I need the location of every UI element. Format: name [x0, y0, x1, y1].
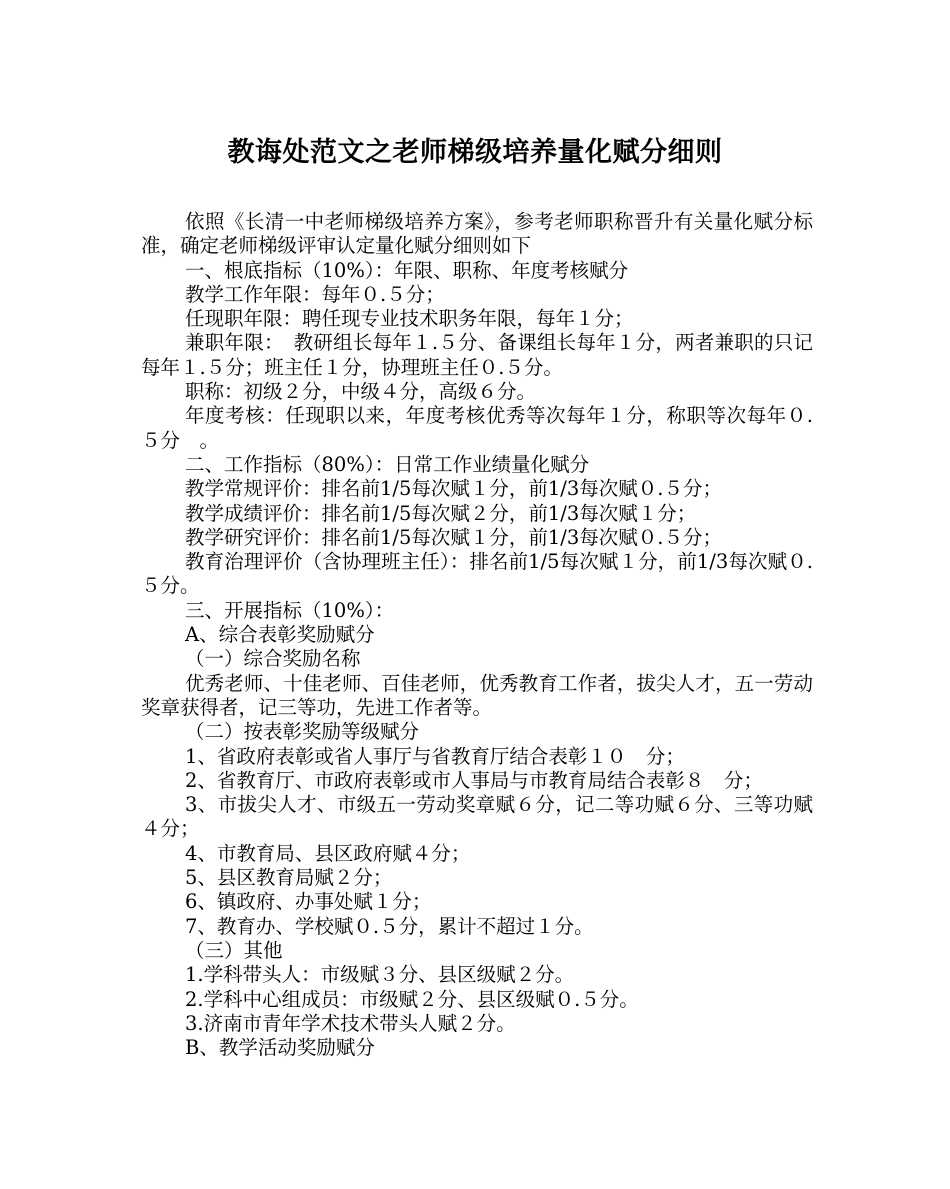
paragraph: 优秀老师、十佳老师、百佳老师，优秀教育工作者，拔尖人才，五一劳动奖章获得者，记三等功，先进工作者等。 [141, 671, 813, 719]
list-item: 2.学科中心组成员：市级赋２分、县区级赋０.５分。 [185, 987, 639, 1011]
section-heading: 二、工作指标（80%）：日常工作业绩量化赋分 [185, 452, 590, 476]
paragraph: 兼职年限： 教研组长每年１.５分、备课组长每年１分，两者兼职的只记每年１.５分；班主任１分，协理班主任０.５分。 [141, 331, 813, 379]
paragraph: 教学常规评价：排名前1/5每次赋１分，前1/3每次赋０.５分； [185, 477, 722, 501]
list-item: 3、市拔尖人才、市级五一劳动奖章赋６分，记二等功赋６分、三等功赋４分； [141, 793, 813, 841]
paragraph: 教育治理评价（含协理班主任）：排名前1/5每次赋１分，前1/3每次赋０.５分。 [141, 550, 813, 598]
list-item: 3.济南市青年学术技术带头人赋２分。 [185, 1011, 516, 1035]
paragraph: 年度考核：任现职以来，年度考核优秀等次每年１分，称职等次每年０.５分 。 [141, 404, 813, 452]
document-body [141, 210, 813, 1060]
subsection-heading: （二）按表彰奖励等级赋分 [185, 720, 420, 744]
paragraph: 任现职年限：聘任现专业技术职务年限，每年１分； [185, 307, 634, 331]
subsection-heading: （一）综合奖励名称 [185, 647, 361, 671]
subsection-heading: B、教学活动奖励赋分 [185, 1036, 375, 1060]
list-item: 7、教育办、学校赋０.５分，累计不超过１分。 [185, 914, 594, 938]
list-item: 6、镇政府、办事处赋１分； [185, 890, 432, 914]
paragraph: 职称：初级２分，中级４分，高级６分。 [185, 380, 537, 404]
list-item: 2、省教育厅、市政府表彰或市人事局与市教育局结合表彰８ 分； [185, 768, 763, 792]
paragraph: 教学研究评价：排名前1/5每次赋１分，前1/3每次赋０.５分； [185, 525, 722, 549]
section-heading: 三、开展指标（10%）： [185, 598, 395, 622]
paragraph: 依照《长清一中老师梯级培养方案》，参考老师职称晋升有关量化赋分标准，确定老师梯级评审认定量化赋分细则如下 [141, 210, 813, 258]
list-item: 1、省政府表彰或省人事厅与省教育厅结合表彰１０ 分； [185, 744, 685, 768]
paragraph: 教学工作年限：每年０.５分； [185, 282, 445, 306]
subsection-heading: A、综合表彰奖励赋分 [185, 623, 375, 647]
list-item: 1.学科带头人：市级赋３分、县区级赋２分。 [185, 963, 575, 987]
document-title: 教诲处范文之老师梯级培养量化赋分细则 [227, 137, 723, 168]
section-heading: 一、根底指标（10%）：年限、职称、年度考核赋分 [185, 258, 629, 282]
list-item: 4、市教育局、县区政府赋４分； [185, 841, 471, 865]
paragraph: 教学成绩评价：排名前1/5每次赋２分，前1/3每次赋１分； [185, 501, 697, 525]
subsection-heading: （三）其他 [185, 938, 283, 962]
list-item: 5、县区教育局赋２分； [185, 866, 393, 890]
